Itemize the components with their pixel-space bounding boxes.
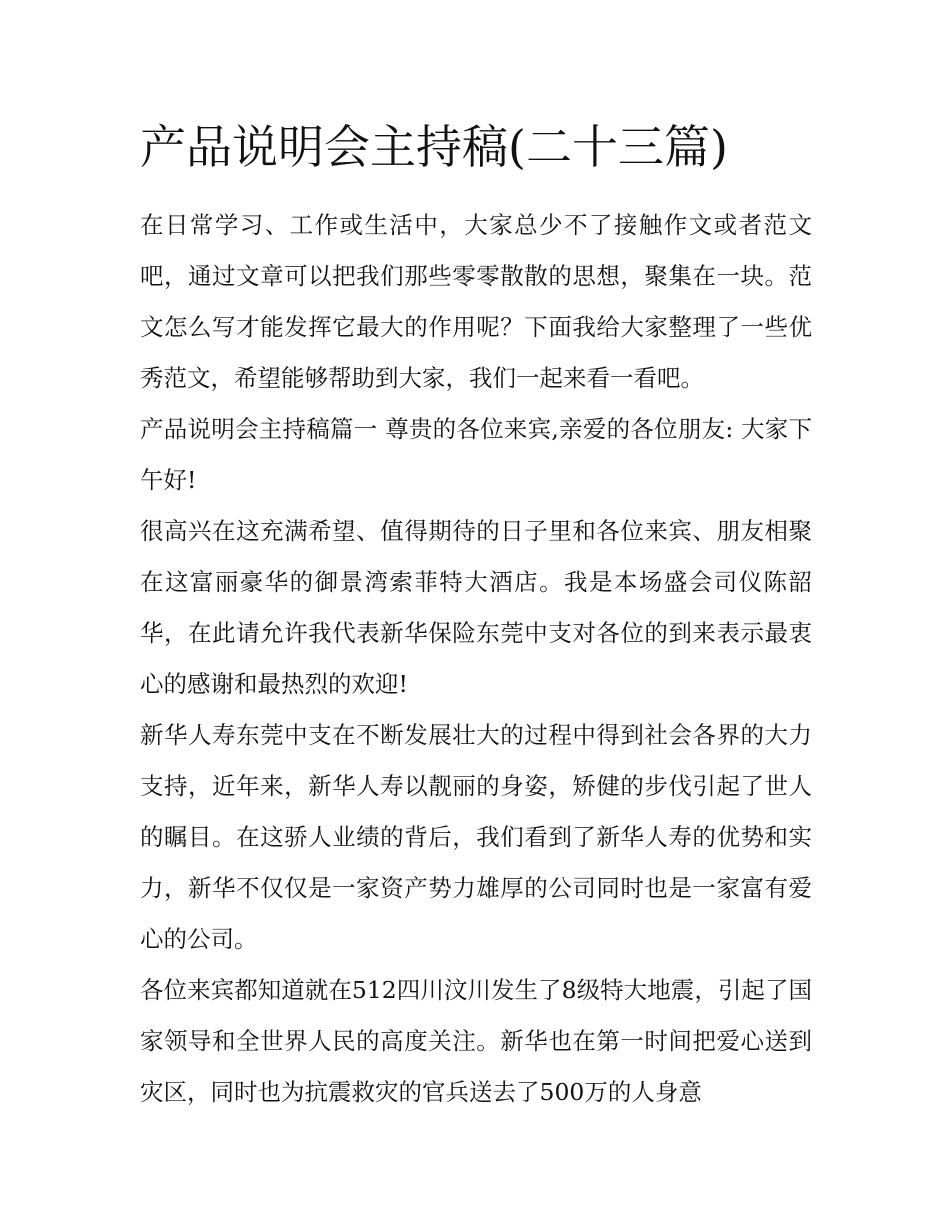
- paragraph-greeting: 产品说明会主持稿篇一 尊贵的各位来宾,亲爱的各位朋友: 大家下午好!: [140, 415, 812, 494]
- paragraph-intro: 在日常学习、工作或生活中，大家总少不了接触作文或者范文吧，通过文章可以把我们那些零零散散的思想，聚集在一块。范文怎么写才能发挥它最大的作用呢？下面我给大家整理了一些优秀范文，希望能够帮助到大家，我们一起来看一看吧。: [140, 211, 812, 392]
- document-title: 产品说明会主持稿(二十三篇): [140, 120, 728, 174]
- document-body: [140, 200, 812, 1118]
- paragraph-company: 新华人寿东莞中支在不断发展壮大的过程中得到社会各界的大力支持，近年来，新华人寿以靓丽的身姿，矫健的步伐引起了世人的瞩目。在这骄人业绩的背后，我们看到了新华人寿的优势和实力，新华不仅仅是一家资产势力雄厚的公司同时也是一家富有爱心的公司。: [140, 721, 812, 953]
- paragraph-welcome: 很高兴在这充满希望、值得期待的日子里和各位来宾、朋友相聚在这富丽豪华的御景湾索菲特大酒店。我是本场盛会司仪陈韶华，在此请允许我代表新华保险东莞中支对各位的到来表示最衷心的感谢和最热烈的欢迎!: [140, 517, 812, 698]
- paragraph-earthquake: 各位来宾都知道就在512四川汶川发生了8级特大地震，引起了国家领导和全世界人民的高度关注。新华也在第一时间把爱心送到灾区，同时也为抗震救灾的官兵送去了500万的人身意: [140, 976, 812, 1106]
